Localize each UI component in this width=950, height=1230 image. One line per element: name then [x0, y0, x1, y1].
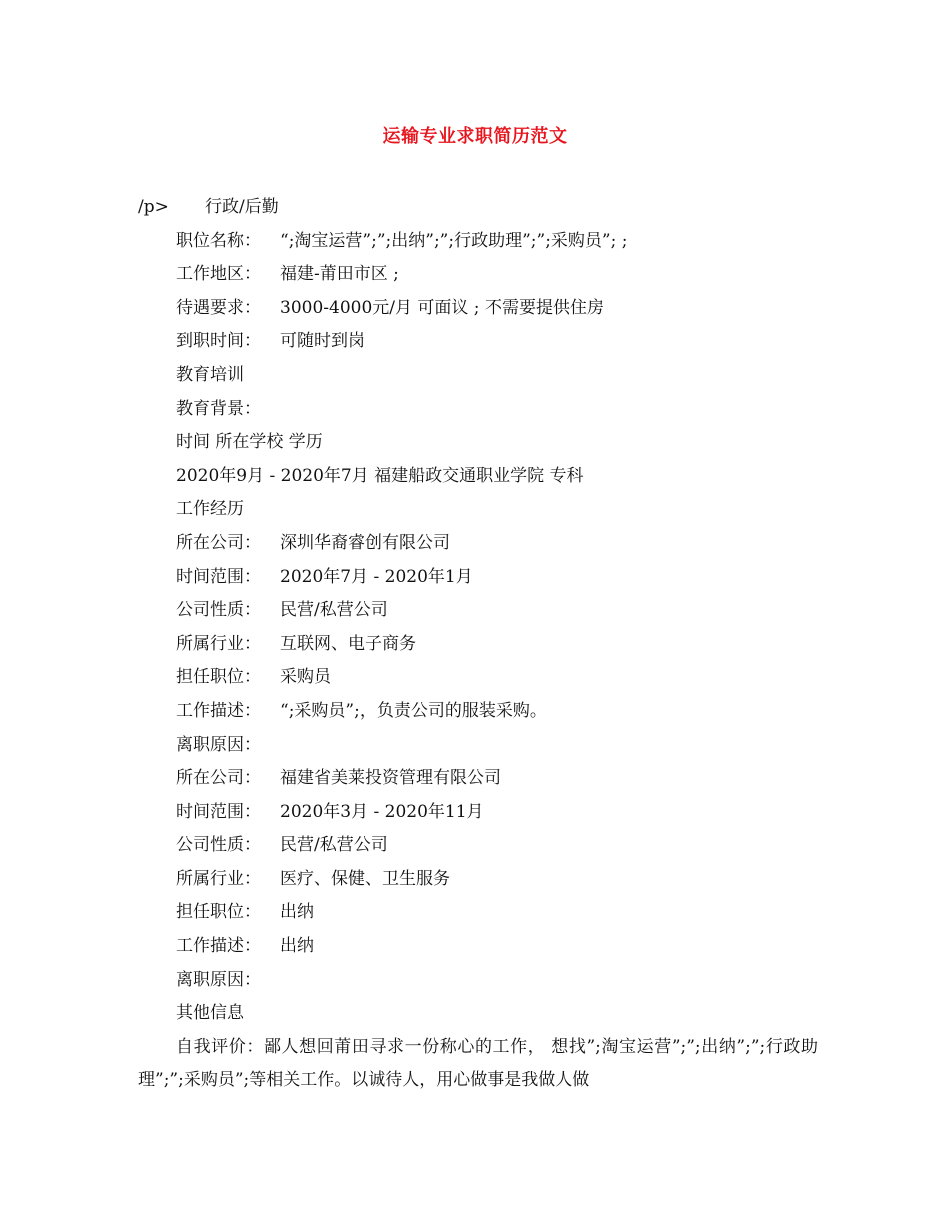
field-label: 工作描述：	[176, 936, 261, 957]
education-columns: 时间 所在学校 学历	[176, 432, 323, 453]
lead-line	[138, 191, 818, 225]
job-field-row	[138, 796, 818, 830]
field-value: 福建-莆田市区 ;	[280, 264, 399, 285]
education-heading: 教育培训	[176, 364, 244, 385]
field-value: 采购员	[280, 667, 331, 688]
job-field-row	[138, 964, 818, 998]
other-heading: 其他信息	[176, 1003, 244, 1024]
field-label: 离职原因：	[176, 969, 261, 990]
job-field-row	[138, 527, 818, 561]
lead-tag: /p>	[138, 197, 169, 217]
intent-row	[138, 325, 818, 359]
field-value: 互联网、电子商务	[280, 633, 416, 654]
self-evaluation-text: 鄙人想回莆田寻求一份称心的工作， 想找”;淘宝运营”;”;出纳”;”;行政助理”;”;采购员”;等相关工作。以诚待人，用心做事是我做人做	[138, 1036, 819, 1091]
resume-body	[138, 191, 818, 1098]
job-field-row	[138, 729, 818, 763]
field-value: 民营/私营公司	[280, 600, 388, 621]
field-label: 所在公司：	[176, 768, 261, 789]
field-label: 时间范围：	[176, 566, 261, 587]
field-value: “;采购员”;，负责公司的服装采购。	[280, 700, 547, 721]
document-title: 运输专业求职简历范文	[382, 126, 568, 147]
job-entry	[138, 527, 818, 762]
job-field-row	[138, 594, 818, 628]
field-label: 所属行业：	[176, 868, 261, 889]
job-field-row	[138, 628, 818, 662]
job-field-row	[138, 561, 818, 595]
education-subheading: 教育背景：	[176, 398, 261, 419]
field-label: 时间范围：	[176, 801, 261, 822]
intent-row	[138, 292, 818, 326]
job-field-row	[138, 762, 818, 796]
field-label: 所属行业：	[176, 633, 261, 654]
field-label: 职位名称：	[176, 230, 261, 251]
job-field-row	[138, 930, 818, 964]
field-label: 担任职位：	[176, 902, 261, 923]
field-value: 深圳华裔睿创有限公司	[280, 532, 450, 553]
job-entry	[138, 762, 818, 997]
field-value: 2020年3月 - 2020年11月	[280, 801, 484, 822]
lead-text: 行政/后勤	[205, 197, 279, 217]
field-value: 出纳	[280, 902, 314, 923]
field-label: 担任职位：	[176, 667, 261, 688]
field-label: 待遇要求：	[176, 297, 261, 318]
self-evaluation-label: 自我评价：	[176, 1036, 264, 1057]
field-label: 所在公司：	[176, 532, 261, 553]
field-label: 工作地区：	[176, 264, 261, 285]
self-evaluation	[138, 1031, 818, 1098]
work-heading: 工作经历	[176, 499, 244, 520]
field-label: 到职时间：	[176, 331, 261, 352]
field-label: 离职原因：	[176, 734, 261, 755]
intent-row	[138, 258, 818, 292]
field-value: 医疗、保健、卫生服务	[280, 868, 450, 889]
education-row: 2020年9月 - 2020年7月 福建船政交通职业学院 专科	[176, 465, 584, 486]
field-value: 可随时到岗	[280, 331, 365, 352]
job-field-row	[138, 896, 818, 930]
job-field-row	[138, 661, 818, 695]
field-value: “;淘宝运营”;”;出纳”;”;行政助理”;”;采购员”; ;	[280, 230, 628, 251]
intent-row	[138, 225, 818, 259]
field-label: 工作描述：	[176, 700, 261, 721]
job-field-row	[138, 829, 818, 863]
job-field-row	[138, 863, 818, 897]
work-history-section	[138, 527, 818, 997]
job-field-row	[138, 695, 818, 729]
field-label: 公司性质：	[176, 600, 261, 621]
field-label: 公司性质：	[176, 835, 261, 856]
job-intent-section	[138, 225, 818, 359]
field-value: 3000-4000元/月 可面议 ; 不需要提供住房	[280, 297, 604, 318]
field-value: 2020年7月 - 2020年1月	[280, 566, 473, 587]
field-value: 福建省美莱投资管理有限公司	[280, 768, 501, 789]
field-value: 民营/私营公司	[280, 835, 388, 856]
field-value: 出纳	[280, 936, 314, 957]
